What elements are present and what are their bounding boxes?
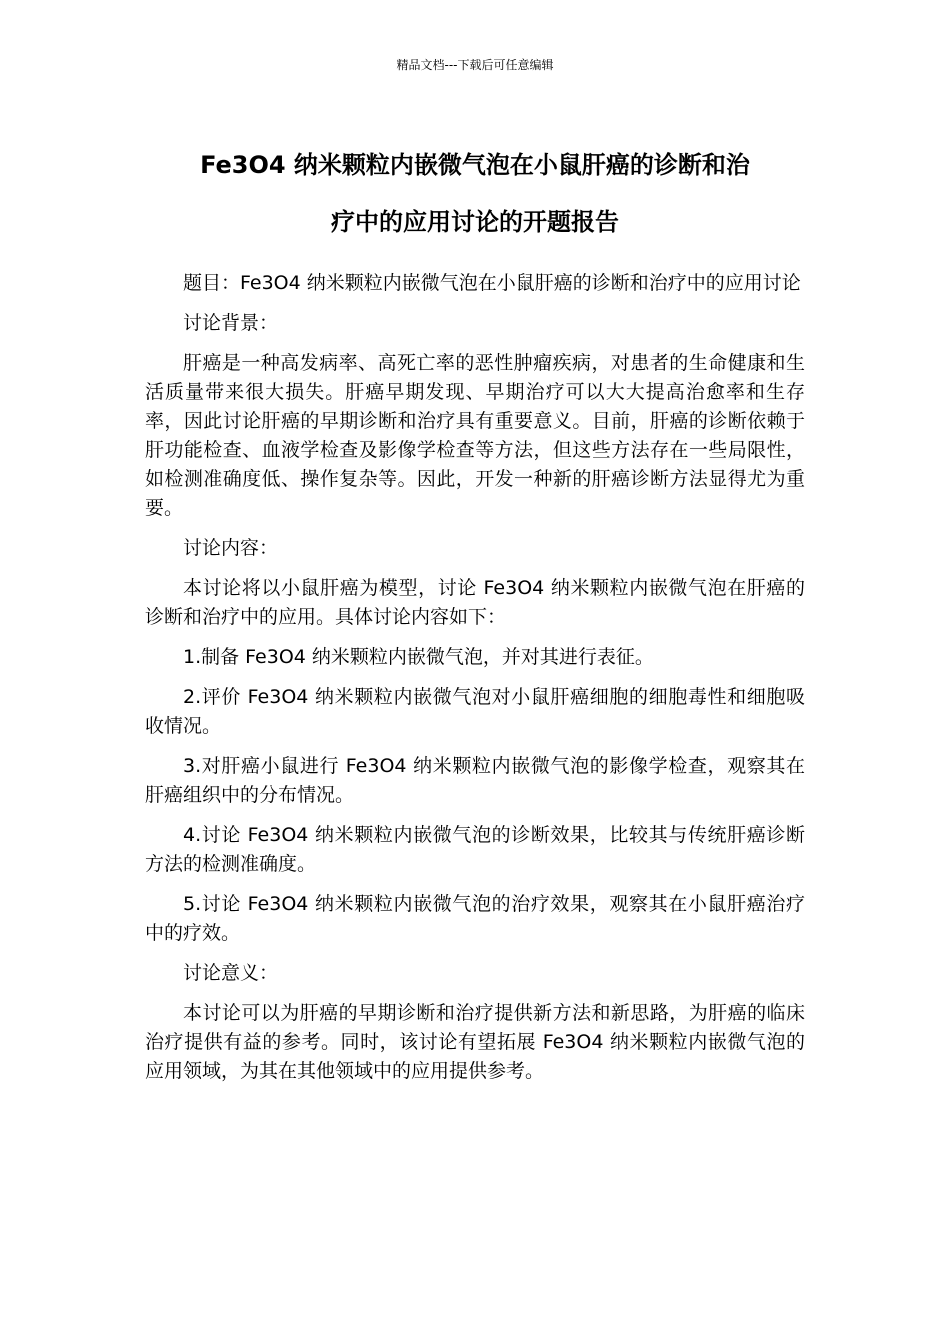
paragraph-background: 肝癌是一种高发病率、高死亡率的恶性肿瘤疾病，对患者的生命健康和生活质量带来很大损失。肝癌早期发现、早期治疗可以大大提高治愈率和生存率，因此讨论肝癌的早期诊断和治疗具有重要意义。目前，肝癌的诊断依赖于肝功能检查、血液学检查及影像学检查等方法，但这些方法存在一些局限性，如检测准确度低、操作复杂等。因此，开发一种新的肝癌诊断方法显得尤为重要。	[145, 352, 805, 519]
list-item-4: 4.讨论 Fe3O4 纳米颗粒内嵌微气泡的诊断效果，比较其与传统肝癌诊断方法的检测准确度。	[145, 824, 805, 875]
document-title	[145, 137, 805, 251]
list-item-5: 5.讨论 Fe3O4 纳米颗粒内嵌微气泡的治疗效果，观察其在小鼠肝癌治疗中的疗效。	[145, 893, 805, 944]
heading-background: 讨论背景：	[183, 312, 279, 334]
paragraph-content-intro: 本讨论将以小鼠肝癌为模型，讨论 Fe3O4 纳米颗粒内嵌微气泡在肝癌的诊断和治疗中的应用。具体讨论内容如下：	[145, 577, 805, 628]
document-body	[145, 269, 805, 1097]
header-note: 精品文档---下载后可任意编辑	[396, 58, 554, 72]
list-item-1: 1.制备 Fe3O4 纳米颗粒内嵌微气泡，并对其进行表征。	[183, 646, 654, 668]
title-line-2: 疗中的应用讨论的开题报告	[331, 208, 619, 236]
paragraph-significance: 本讨论可以为肝癌的早期诊断和治疗提供新方法和新思路，为肝癌的临床治疗提供有益的参考。同时，该讨论有望拓展 Fe3O4 纳米颗粒内嵌微气泡的应用领域，为其在其他领域中的应用提供参考。	[145, 1002, 805, 1082]
title-line-1: Fe3O4 纳米颗粒内嵌微气泡在小鼠肝癌的诊断和治	[200, 151, 750, 179]
heading-significance: 讨论意义：	[183, 962, 279, 984]
list-item-2: 2.评价 Fe3O4 纳米颗粒内嵌微气泡对小鼠肝癌细胞的细胞毒性和细胞吸收情况。	[145, 686, 805, 737]
heading-content: 讨论内容：	[183, 537, 279, 559]
paragraph-topic: 题目：Fe3O4 纳米颗粒内嵌微气泡在小鼠肝癌的诊断和治疗中的应用讨论	[183, 272, 801, 294]
list-item-3: 3.对肝癌小鼠进行 Fe3O4 纳米颗粒内嵌微气泡的影像学检查，观察其在肝癌组织中的分布情况。	[145, 755, 805, 806]
